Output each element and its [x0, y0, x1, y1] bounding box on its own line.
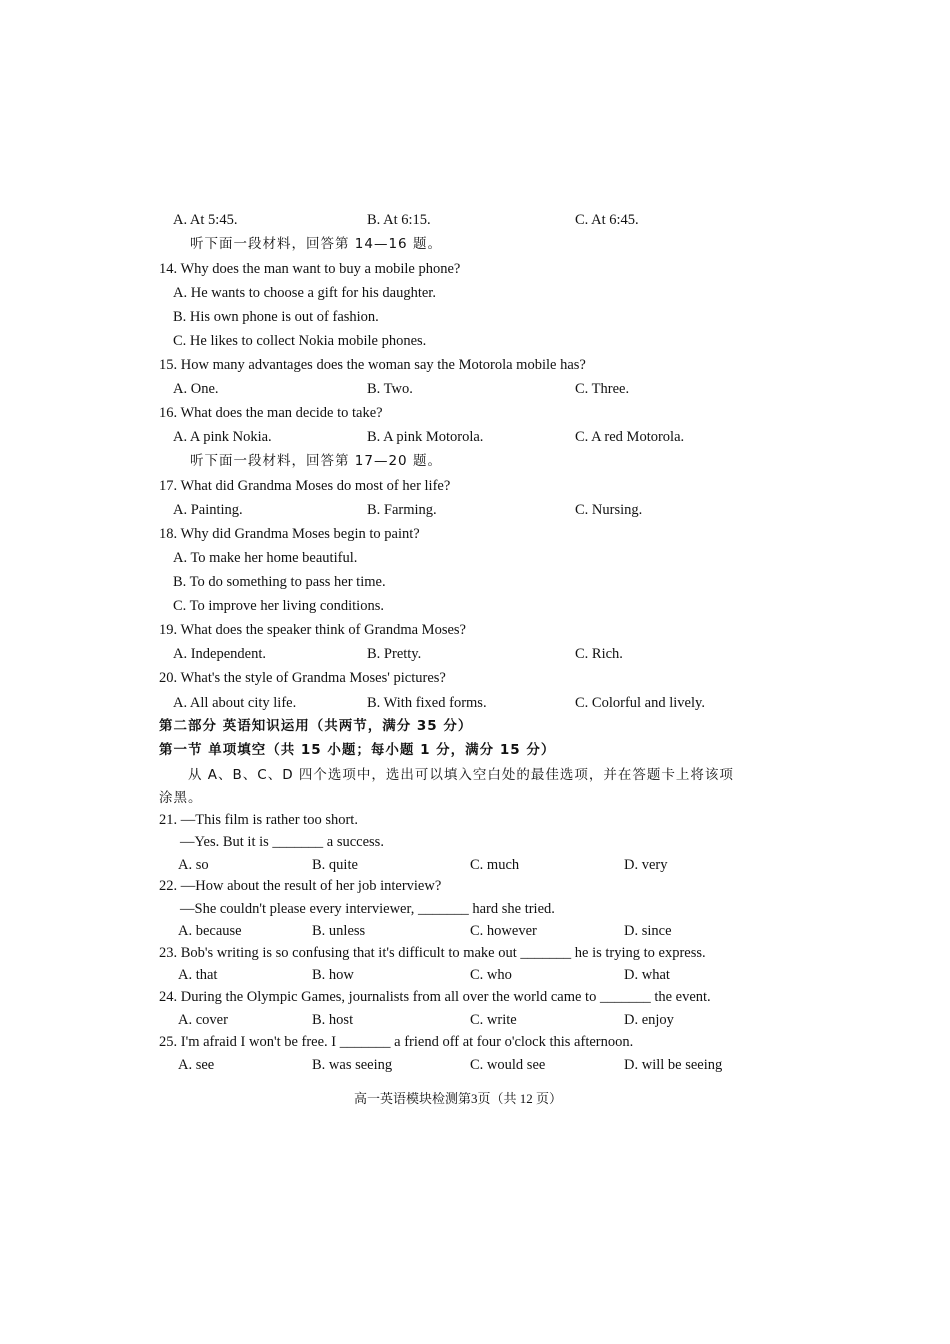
section1-instruction-cont: 涂黑。 — [159, 790, 203, 806]
q16-option-a: A. A pink Nokia. — [173, 429, 272, 445]
q21-option-a: A. so — [178, 857, 209, 873]
q22-option-c: C. however — [470, 923, 537, 939]
q19-option-c: C. Rich. — [575, 646, 623, 662]
page-footer: 高一英语模块检测第3页（共 12 页） — [354, 1091, 563, 1106]
q20-option-c: C. Colorful and lively. — [575, 695, 705, 711]
q13-option-b: B. At 6:15. — [367, 212, 431, 228]
q22-line1: 22. —How about the result of her job interview? — [159, 878, 442, 894]
q24-line1: 24. During the Olympic Games, journalists from all over the world came to _______ the event. — [159, 989, 711, 1005]
q14-option-a: A. He wants to choose a gift for his daughter. — [173, 285, 436, 301]
q23-line1: 23. Bob's writing is so confusing that it's difficult to make out _______ he is trying to express. — [159, 945, 706, 961]
instruction-14-16: 听下面一段材料，回答第 14—16 题。 — [190, 236, 442, 252]
q17-option-a: A. Painting. — [173, 502, 243, 518]
q20-option-a: A. All about city life. — [173, 695, 297, 711]
part2-title: 第二部分 英语知识运用（共两节，满分 35 分） — [159, 718, 473, 734]
q23-option-c: C. who — [470, 967, 512, 983]
q24-option-a: A. cover — [178, 1012, 228, 1028]
q15-option-b: B. Two. — [367, 381, 413, 397]
q25-option-b: B. was seeing — [312, 1057, 393, 1073]
q24-option-b: B. host — [312, 1012, 354, 1028]
q19-option-b: B. Pretty. — [367, 646, 422, 662]
q18-option-a: A. To make her home beautiful. — [173, 550, 358, 566]
q22-option-a: A. because — [178, 923, 242, 939]
q16-option-c: C. A red Motorola. — [575, 429, 685, 445]
q20-stem: 20. What's the style of Grandma Moses' pictures? — [159, 670, 446, 686]
q15-stem: 15. How many advantages does the woman say the Motorola mobile has? — [159, 357, 586, 373]
q25-option-d: D. will be seeing — [624, 1057, 723, 1073]
q25-line1: 25. I'm afraid I won't be free. I _______ a friend off at four o'clock this afternoon. — [159, 1034, 634, 1050]
section1-title: 第一节 单项填空（共 15 小题；每小题 1 分，满分 15 分） — [159, 742, 556, 758]
q14-option-b: B. His own phone is out of fashion. — [173, 309, 379, 325]
q14-stem: 14. Why does the man want to buy a mobile phone? — [159, 261, 461, 277]
q22-option-b: B. unless — [312, 923, 366, 939]
q17-option-b: B. Farming. — [367, 502, 437, 518]
instruction-17-20: 听下面一段材料，回答第 17—20 题。 — [190, 453, 442, 469]
q23-option-a: A. that — [178, 967, 218, 983]
q16-stem: 16. What does the man decide to take? — [159, 405, 383, 421]
q15-option-a: A. One. — [173, 381, 219, 397]
q21-option-c: C. much — [470, 857, 520, 873]
q19-option-a: A. Independent. — [173, 646, 267, 662]
q24-option-d: D. enjoy — [624, 1012, 674, 1028]
q20-option-b: B. With fixed forms. — [367, 695, 487, 711]
q17-stem: 17. What did Grandma Moses do most of her life? — [159, 478, 451, 494]
q25-option-c: C. would see — [470, 1057, 546, 1073]
q21-option-b: B. quite — [312, 857, 358, 873]
q15-option-c: C. Three. — [575, 381, 630, 397]
q22-line2: —She couldn't please every interviewer, _______ hard she tried. — [180, 901, 555, 917]
q13-option-a: A. At 5:45. — [173, 212, 238, 228]
q24-option-c: C. write — [470, 1012, 517, 1028]
q17-option-c: C. Nursing. — [575, 502, 643, 518]
q23-option-b: B. how — [312, 967, 354, 983]
q25-option-a: A. see — [178, 1057, 215, 1073]
section1-instruction: 从 A、B、C、D 四个选项中，选出可以填入空白处的最佳选项，并在答题卡上将该项 — [188, 767, 734, 783]
q18-option-c: C. To improve her living conditions. — [173, 598, 384, 614]
q16-option-b: B. A pink Motorola. — [367, 429, 484, 445]
q21-line2: —Yes. But it is _______ a success. — [180, 834, 384, 850]
q13-option-c: C. At 6:45. — [575, 212, 639, 228]
q23-option-d: D. what — [624, 967, 670, 983]
q19-stem: 19. What does the speaker think of Grandma Moses? — [159, 622, 466, 638]
q14-option-c: C. He likes to collect Nokia mobile phones. — [173, 333, 427, 349]
q18-option-b: B. To do something to pass her time. — [173, 574, 386, 590]
q18-stem: 18. Why did Grandma Moses begin to paint? — [159, 526, 420, 542]
q22-option-d: D. since — [624, 923, 672, 939]
q21-line1: 21. —This film is rather too short. — [159, 812, 358, 828]
q21-option-d: D. very — [624, 857, 668, 873]
